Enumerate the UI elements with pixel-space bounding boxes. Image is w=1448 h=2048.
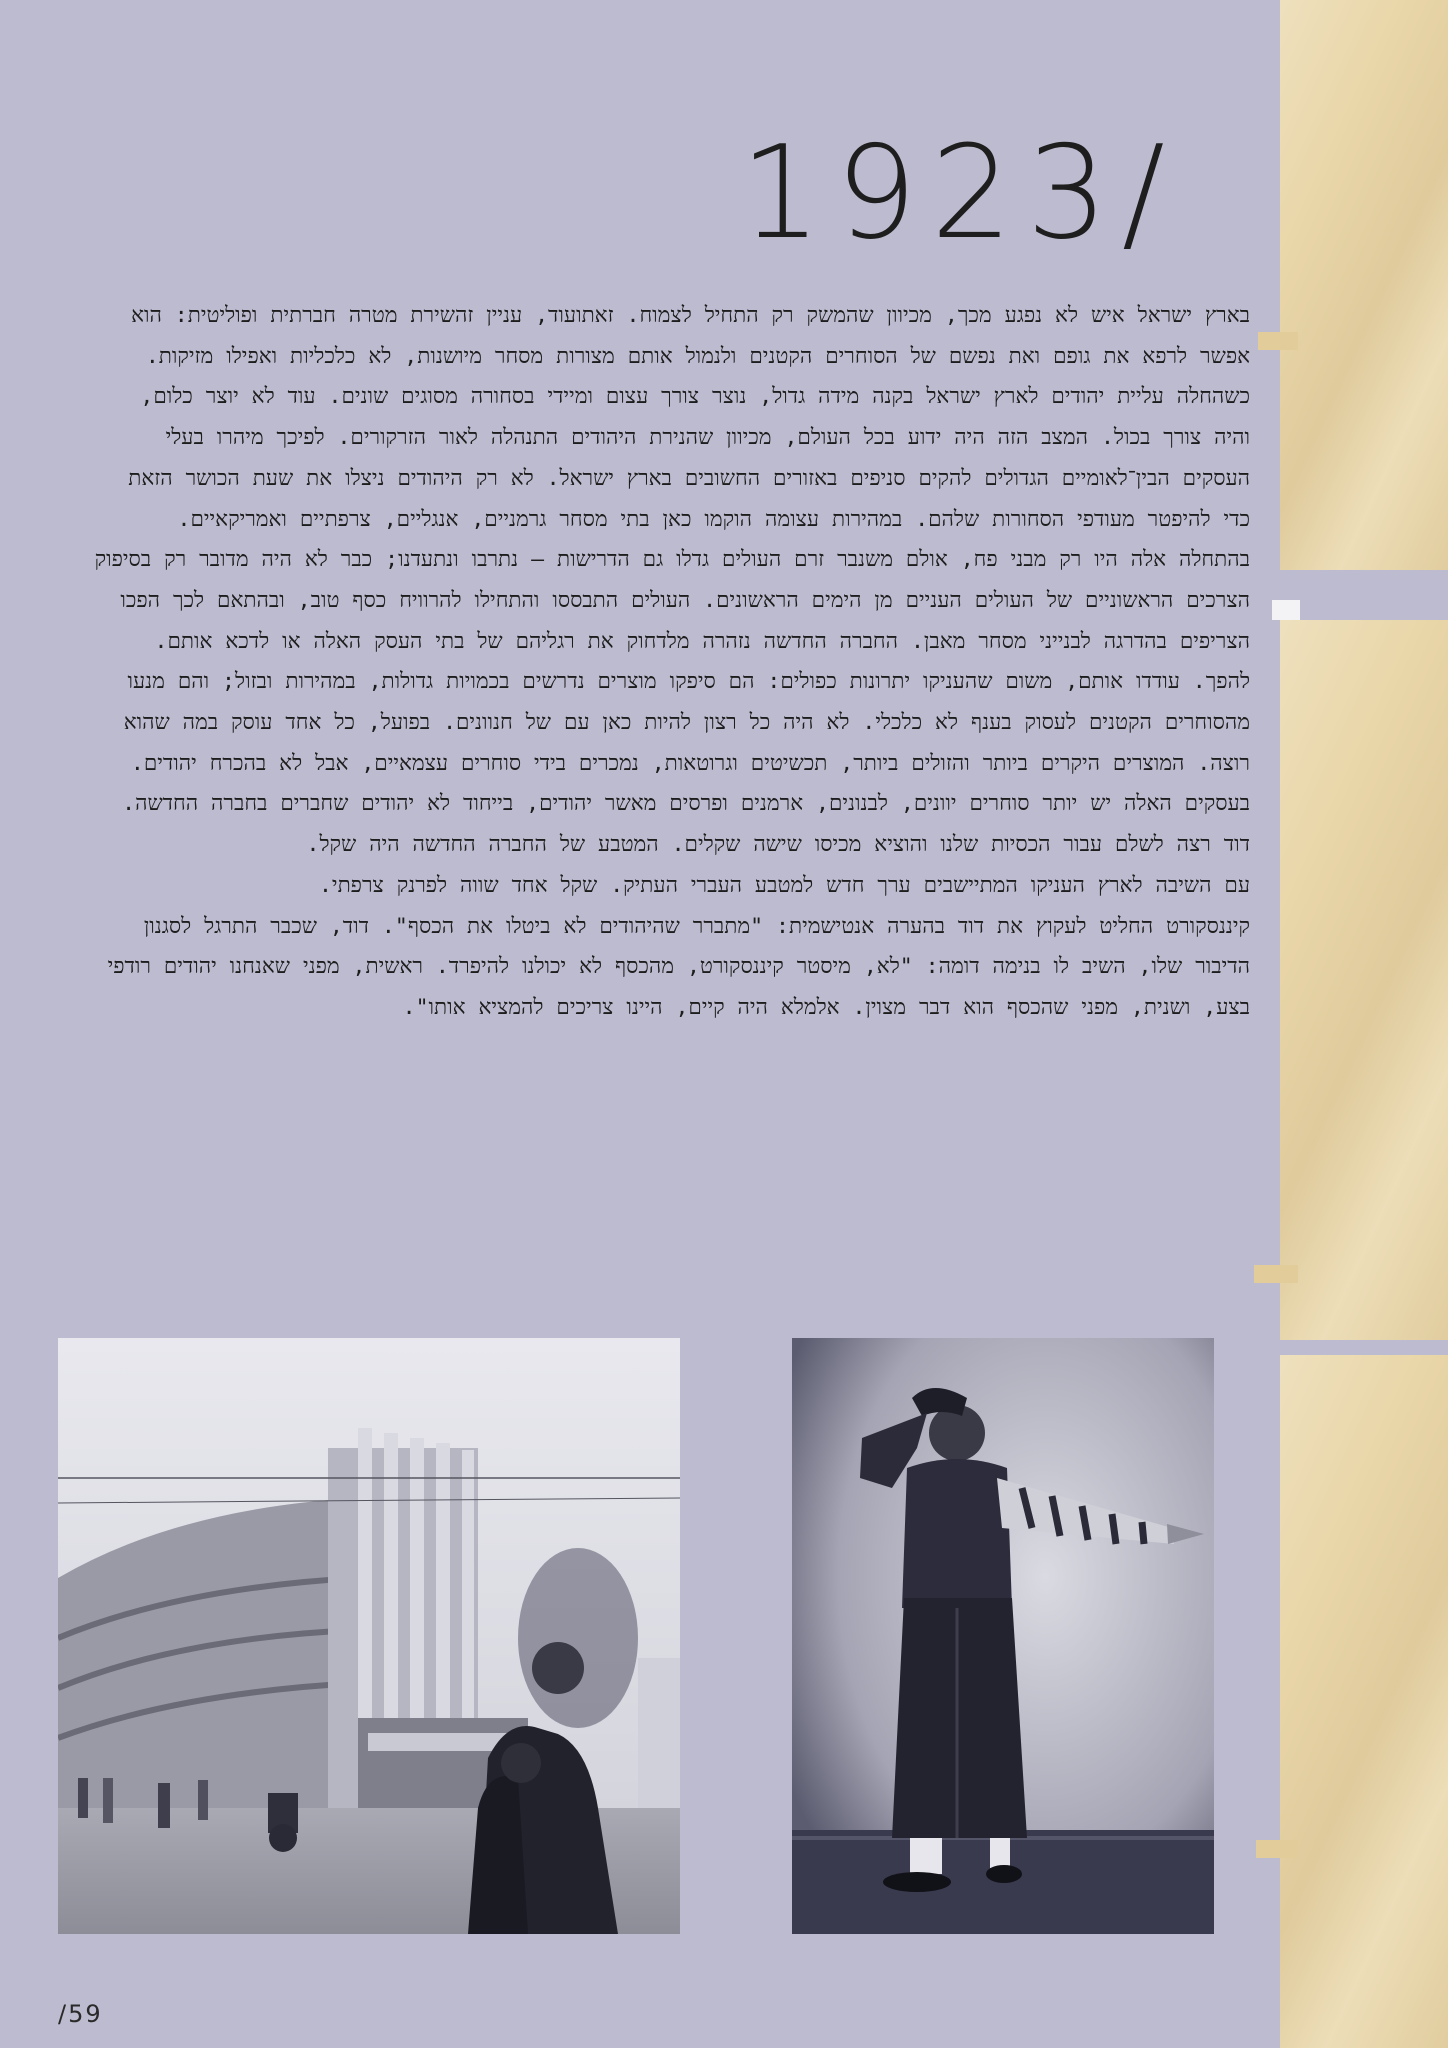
paragraph: דוד רצה לשלם עבור הכסיות שלנו והוציא מכיסו שישה שקלים. המטבע של החברה החדשה היה שקל. [306, 832, 1250, 858]
year-heading: 1923/ [740, 119, 1179, 268]
dancer-photo [792, 1338, 1214, 1934]
dancer-photo-illustration [792, 1338, 1214, 1934]
paragraph: קיננסקורט החליט לעקוץ את דוד בהערה אנטישמית: "מתברר שהיהודים לא ביטלו את הכסף". דוד, שכבר התרגל לסגנון הדיבור שלו, השיב לו בנימה דומה: "לא, מיסטר קיננסקורט, מהכסף לא יכולנו להיפרד. ראשית, מפני שאנחנו יהודים רודפי בצע, ושנית, מפני שהכסף הוא דבר מצוין. אלמלא היה קיים, היינו צריכים להמציא אותו". [107, 913, 1250, 1020]
building-photo [58, 1338, 680, 1934]
building-photo-illustration [58, 1338, 680, 1934]
tape-piece [1280, 1355, 1448, 2048]
paragraph: עם השיבה לארץ העניקו המתיישבים ערך חדש למטבע העברי העתיק. שקל אחד שווה לפרנק צרפתי. [318, 872, 1250, 898]
decorative-tape-strip [1280, 0, 1448, 2048]
tape-corner [1272, 600, 1300, 620]
tape-piece [1280, 620, 1448, 1340]
tape-corner [1254, 1265, 1298, 1283]
article-body [94, 296, 1250, 1029]
tape-corner [1256, 1840, 1298, 1858]
paragraph: בארץ ישראל איש לא נפגע מכך, מכיוון שהמשק רק התחיל לצמוח. זאתועוד, עניין זהשירת מטרה חברתית ופוליטית: הוא אפשר לרפא את גופם ואת נפשם של הסוחרים הקטנים ולנמול אותם מצורות מסחר מיושנות, לא כלכליות ואפילו מזיקות. כשהחלה עליית יהודים לארץ ישראל בקנה מידה גדול, נוצר צורך עצום ומיידי בסחורה מסוגים שונים. עוד לא יוצר כלום, והיה צורך בכול. המצב הזה היה ידוע בכל העולם, מכיוון שהנירת היהודים התנהלה לאור הזרקורים. לפיכך מיהרו בעלי העסקים הבין־לאומיים הגדולים להקים סניפים באזורים החשובים בארץ ישראל. לא רק היהודים ניצלו את שעת הכושר הזאת כדי להיפטר מעודפי הסחורות שלהם. במהירות עצומה הוקמו כאן בתי מסחר גרמניים, אנגליים, צרפתיים ואמריקאיים. בהתחלה אלה היו רק מבני פח, אולם משנבר זרם העולים גדלו גם הדרישות – נתרבו ונתעדנו; כבר לא היה מדובר רק בסיפוק הצרכים הראשוניים של העולים העניים מן הימים הראשונים. העולים התבססו והתחילו להרוויח כסף טוב, ובהתאם לכך הפכו הצריפים בהדרגה לבנייני מסחר מאבן. החברה החדשה נזהרה מלדחוק את רגליהם של בתי העסק האלה או לדכא אותם. להפך. עודדו אותם, משום שהעניקו יתרונות כפולים: הם סיפקו מוצרים נדרשים בכמויות גדולות, במהירות ובזול; והם מנעו מהסוחרים הקטנים לעסוק בענף לא כלכלי. לא היה כל רצון להיות כאן עם של חנוונים. בפועל, כל אחד עוסק במה שהוא רוצה. המוצרים היקרים ביותר והזולים ביותר, תכשיטים וגרוטאות, נמכרים בידי סוחרים עצמאיים, אבל לא בהכרח יהודים. בעסקים האלה יש יותר סוחרים יוונים, לבנונים, ארמנים ופרסים מאשר יהודים, בייחוד לא יהודים שחברים בחברה החדשה. [94, 303, 1250, 817]
page-number: /59 [58, 2000, 103, 2028]
tape-corner [1258, 332, 1298, 350]
tape-piece [1280, 0, 1448, 570]
